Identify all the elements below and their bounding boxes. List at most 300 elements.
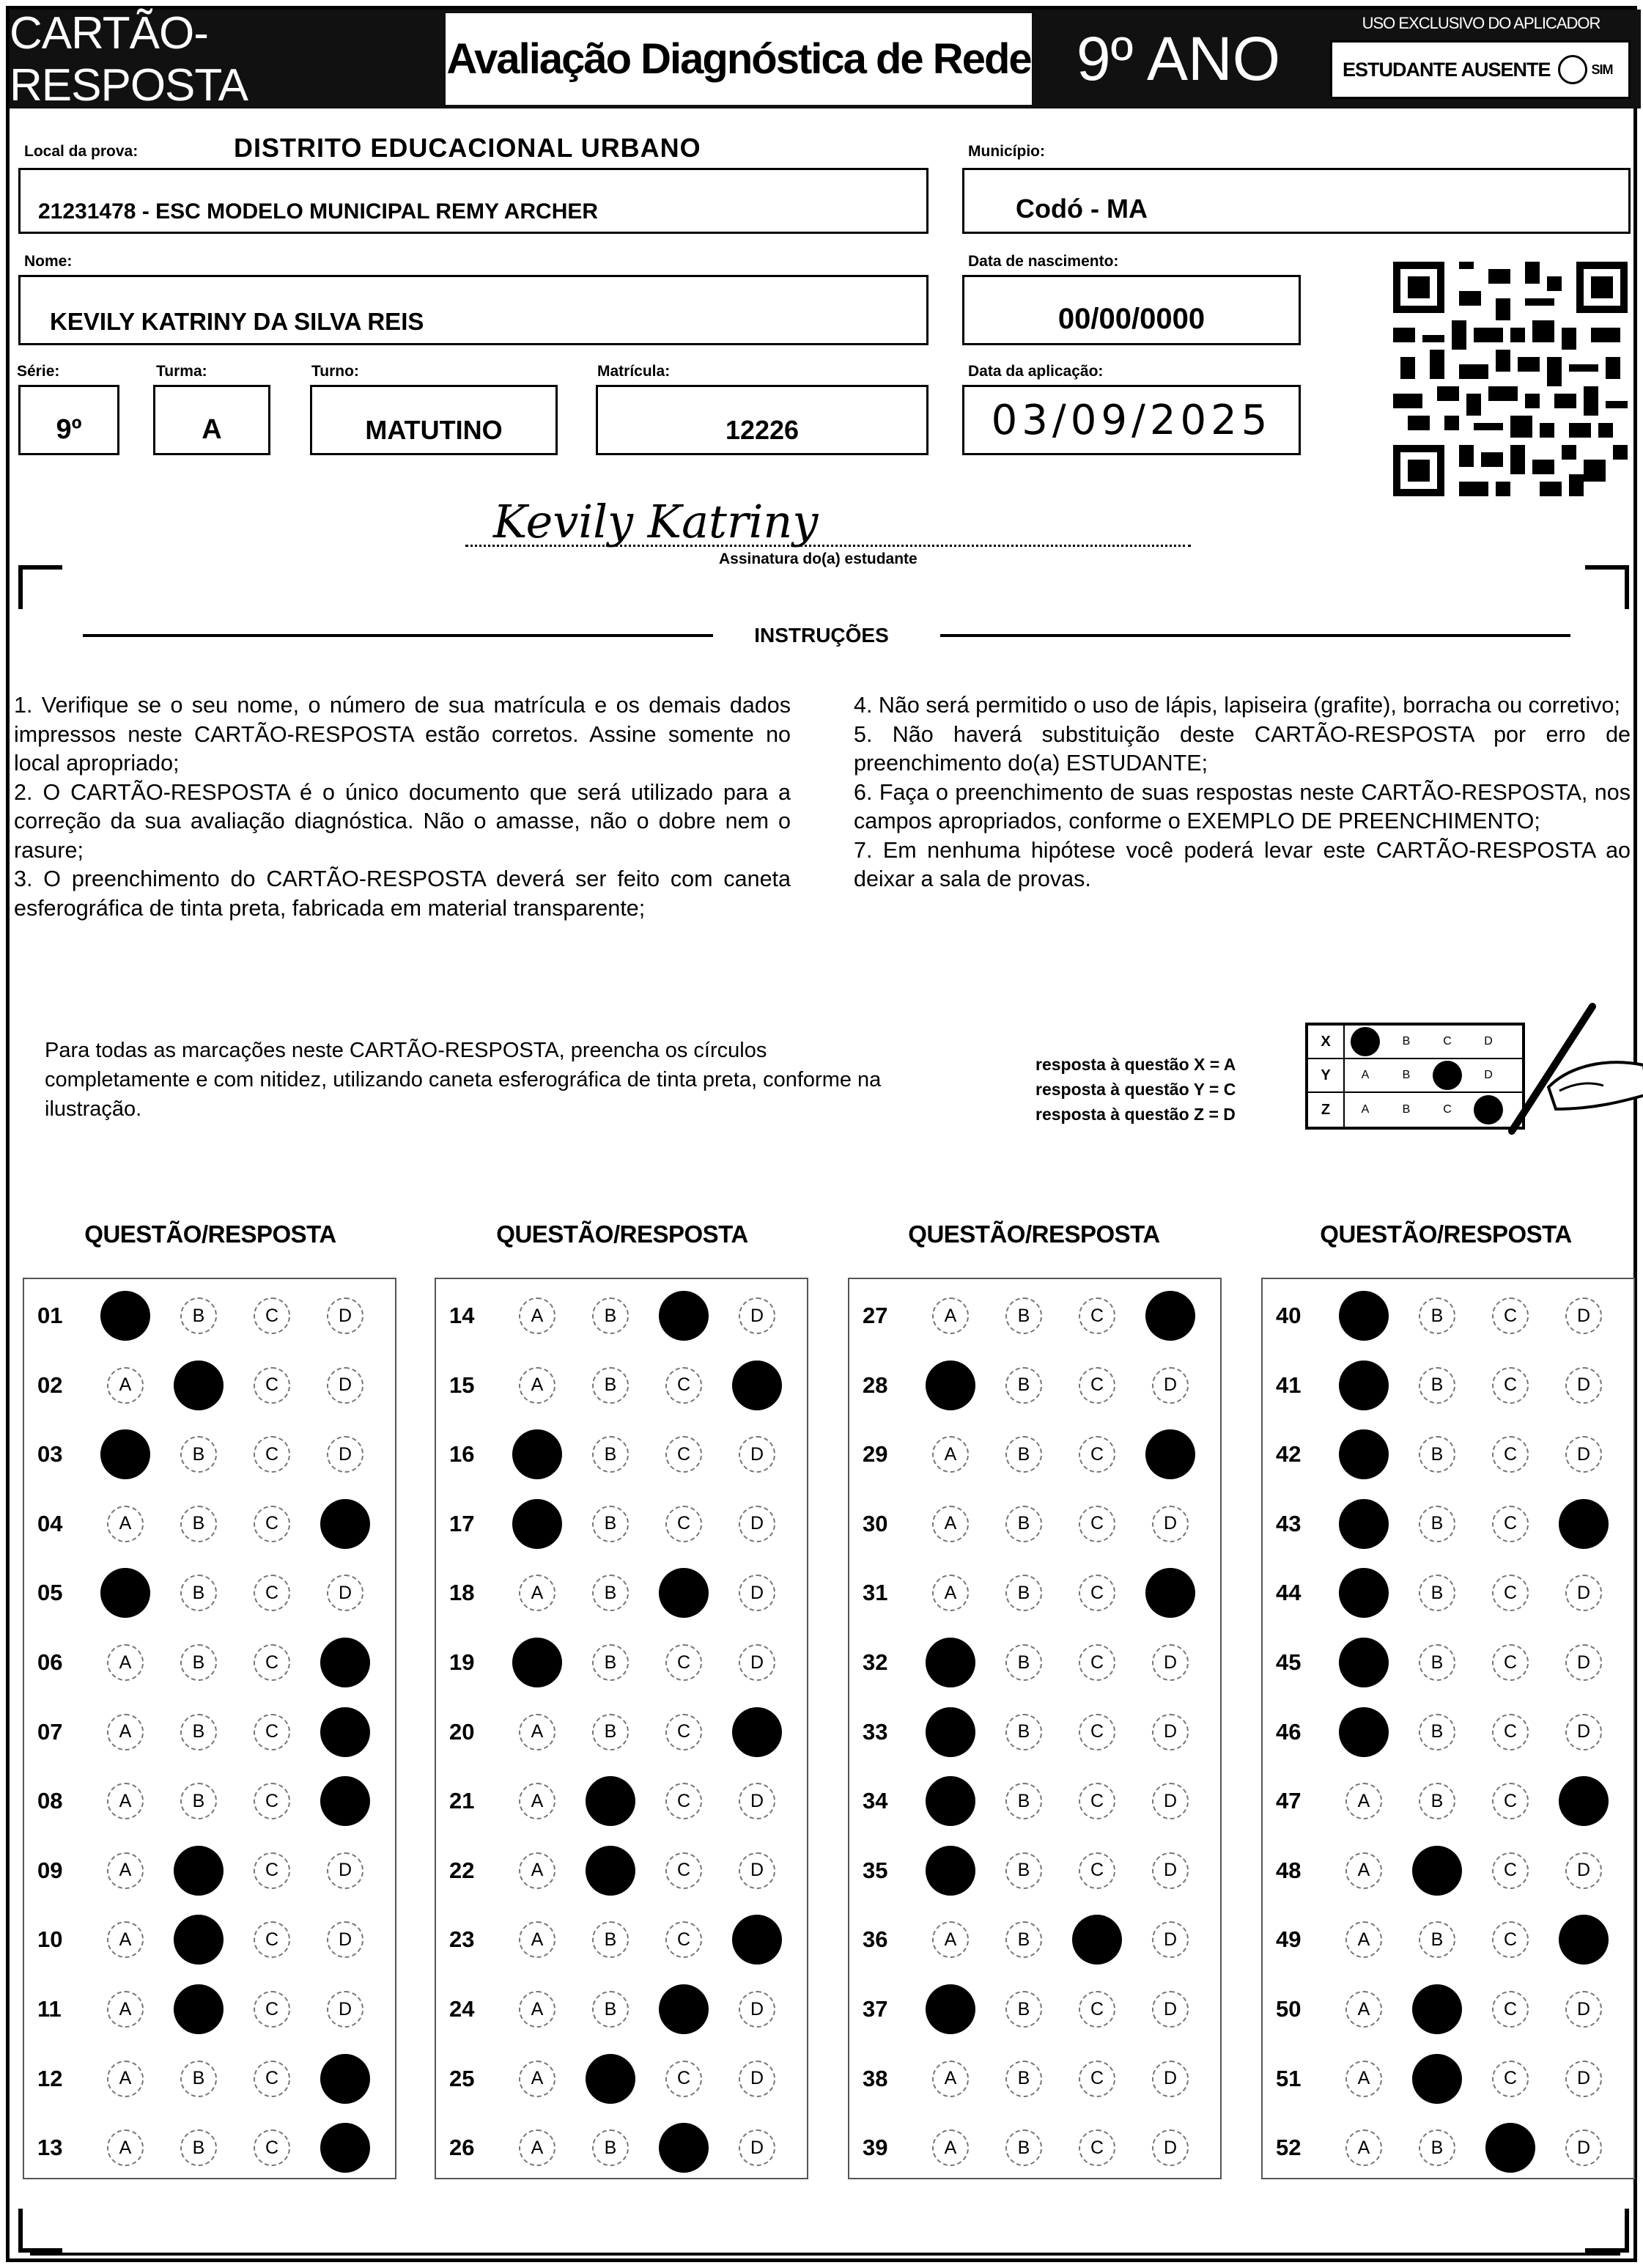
option-cell	[574, 1502, 647, 1546]
example-option: A	[1361, 1069, 1370, 1081]
bubble-d[interactable]: D	[1565, 1714, 1602, 1750]
option-cell	[89, 2057, 162, 2101]
filled-bubble-a[interactable]	[1339, 1429, 1389, 1479]
bubble-c[interactable]: C	[1492, 1783, 1529, 1819]
bubble-a[interactable]: A	[1345, 1783, 1382, 1819]
option-cell	[1327, 1432, 1400, 1476]
bubble-b[interactable]: B	[592, 2129, 629, 2166]
bubble-b[interactable]: B	[1005, 1852, 1042, 1889]
option-cell	[1134, 1710, 1207, 1754]
question-row	[436, 1849, 807, 1893]
bubble-c[interactable]: C	[254, 1852, 290, 1889]
bubble-b[interactable]: B	[1005, 1297, 1042, 1334]
filled-bubble-c[interactable]	[659, 2123, 709, 2173]
question-row	[1263, 1641, 1633, 1685]
bubble-c[interactable]: C	[1492, 1921, 1529, 1958]
filled-bubble-d[interactable]	[1559, 1499, 1609, 1549]
option-cell	[1060, 1779, 1134, 1823]
bubble-a[interactable]: A	[519, 1852, 555, 1889]
option-cell	[89, 1987, 162, 2031]
bubble-d[interactable]: D	[739, 1852, 775, 1889]
option-cell	[1327, 1571, 1400, 1615]
filled-bubble-d[interactable]	[1145, 1429, 1195, 1479]
bubble-d[interactable]: D	[1152, 2061, 1189, 2097]
bubble-d[interactable]: D	[739, 2129, 775, 2166]
option-cell	[1547, 2126, 1620, 2170]
bubble-d[interactable]: D	[327, 1991, 363, 2028]
example-filled-bubble	[1345, 1027, 1386, 1056]
bubble-c[interactable]: C	[1492, 1644, 1529, 1681]
option-cell	[987, 1363, 1060, 1407]
question-row	[24, 1432, 395, 1476]
bubble-b[interactable]: B	[1419, 1506, 1455, 1542]
matricula-value: 12226	[725, 415, 800, 445]
option-cell	[309, 1918, 382, 1962]
example-line: resposta à questão Y = C	[1035, 1080, 1236, 1099]
example-option: D	[1484, 1035, 1493, 1048]
bubble-d[interactable]: D	[1565, 1297, 1602, 1334]
option-cell	[1400, 1571, 1474, 1615]
bubble-a[interactable]: A	[932, 2061, 969, 2097]
bubble-c[interactable]: C	[665, 1783, 702, 1819]
bubble-d[interactable]: D	[327, 1852, 363, 1889]
bubble-a[interactable]: A	[1345, 2129, 1382, 2166]
option-cell	[1060, 2126, 1134, 2170]
option-cell	[987, 1641, 1060, 1685]
bubble-a[interactable]: A	[932, 2129, 969, 2166]
bubble-d[interactable]: D	[1152, 1991, 1189, 2028]
bubble-a[interactable]: A	[519, 2129, 555, 2166]
bubble-b[interactable]: B	[180, 1506, 217, 1542]
question-number: 12	[37, 2065, 63, 2091]
bubble-b[interactable]: B	[1419, 1436, 1455, 1473]
bubble-b[interactable]: B	[1005, 1783, 1042, 1819]
option-cell	[89, 1363, 162, 1407]
bubble-a[interactable]: A	[932, 1436, 969, 1473]
bubble-c[interactable]: C	[1079, 2061, 1115, 2097]
bubble-d[interactable]: D	[1152, 1921, 1189, 1958]
bubble-b[interactable]: B	[180, 1644, 217, 1681]
bubble-c[interactable]: C	[254, 2061, 290, 2097]
option-cell	[89, 1502, 162, 1546]
option-cell	[720, 1571, 794, 1615]
bubble-b[interactable]: B	[592, 1506, 629, 1542]
filled-bubble-b[interactable]	[1412, 1984, 1462, 2034]
bubble-a[interactable]: A	[932, 1506, 969, 1542]
bubble-c[interactable]: C	[1492, 1991, 1529, 2028]
filled-bubble-a[interactable]	[100, 1291, 150, 1341]
question-row	[1263, 1294, 1633, 1338]
filled-bubble-d[interactable]	[320, 1776, 370, 1826]
bubble-a[interactable]: A	[107, 1714, 144, 1750]
filled-bubble-a[interactable]	[1339, 1499, 1389, 1549]
question-number: 36	[863, 1926, 888, 1953]
bubble-d[interactable]: D	[1152, 1714, 1189, 1750]
answer-column	[1261, 1278, 1635, 2179]
question-number: 06	[37, 1649, 63, 1675]
bubble-c[interactable]: C	[254, 1367, 290, 1404]
bubble-d[interactable]: D	[1152, 2129, 1189, 2166]
bubble-a[interactable]: A	[932, 1297, 969, 1334]
filled-bubble-d[interactable]	[1145, 1568, 1195, 1618]
bubble-a[interactable]: A	[1345, 2061, 1382, 2097]
filled-bubble-a[interactable]	[512, 1429, 562, 1479]
option-cell	[1134, 2057, 1207, 2101]
bubble-b[interactable]: B	[1419, 1297, 1455, 1334]
bubble-d[interactable]: D	[1565, 2129, 1602, 2166]
bubble-a[interactable]: A	[107, 1852, 144, 1889]
bubble-d[interactable]: D	[739, 1991, 775, 2028]
option-cell	[1474, 1710, 1547, 1754]
option-cell	[235, 1918, 309, 1962]
bubble-b[interactable]: B	[180, 1436, 217, 1473]
bubble-b[interactable]: B	[592, 1991, 629, 2028]
bubble-c[interactable]: C	[1492, 1714, 1529, 1750]
example-filled-bubble	[1427, 1061, 1468, 1090]
bubble-d[interactable]: D	[327, 1921, 363, 1958]
aplicacao-field[interactable]	[962, 385, 1301, 455]
bubble-b[interactable]: B	[592, 1436, 629, 1473]
filled-bubble-a[interactable]	[1339, 1707, 1389, 1757]
bubble-a[interactable]: A	[519, 1297, 555, 1334]
bubble-c[interactable]: C	[254, 1921, 290, 1958]
bubble-c[interactable]: C	[665, 1921, 702, 1958]
bubble-a[interactable]: A	[107, 1783, 144, 1819]
bubble-b[interactable]: B	[592, 1644, 629, 1681]
question-number: 50	[1276, 1996, 1302, 2022]
bubble-a[interactable]: A	[932, 1921, 969, 1958]
option-cell	[235, 1571, 309, 1615]
filled-bubble-a[interactable]	[926, 1776, 975, 1826]
bubble-b[interactable]: B	[1419, 1921, 1455, 1958]
filled-bubble-a[interactable]	[1339, 1291, 1389, 1341]
bubble-a[interactable]: A	[519, 2061, 555, 2097]
bubble-c[interactable]: C	[665, 1436, 702, 1473]
filled-bubble-c[interactable]	[1485, 2123, 1535, 2173]
bubble-a[interactable]: A	[1345, 1991, 1382, 2028]
filled-bubble-d[interactable]	[1559, 1915, 1609, 1965]
bubble-d[interactable]: D	[1152, 1783, 1189, 1819]
bubble-c[interactable]: C	[1079, 1852, 1115, 1889]
filled-bubble-c[interactable]	[659, 1568, 709, 1618]
bubble-a[interactable]: A	[1345, 1921, 1382, 1958]
bubble-b[interactable]: B	[180, 1297, 217, 1334]
question-number: 39	[863, 2135, 888, 2161]
bubble-b[interactable]: B	[1419, 1714, 1455, 1750]
bubble-d[interactable]: D	[1152, 1852, 1189, 1889]
question-row	[436, 1502, 807, 1546]
bubble-b[interactable]: B	[1005, 1644, 1042, 1681]
filled-bubble-b[interactable]	[586, 2054, 635, 2104]
bubble-c[interactable]: C	[1079, 1297, 1115, 1334]
bubble-c[interactable]: C	[1079, 1644, 1115, 1681]
filled-bubble-d[interactable]	[732, 1707, 782, 1757]
option-cell	[1400, 1294, 1474, 1338]
bubble-b[interactable]: B	[1419, 2129, 1455, 2166]
bubble-d[interactable]: D	[739, 1436, 775, 1473]
filled-bubble-c[interactable]	[659, 1291, 709, 1341]
filled-bubble-b[interactable]	[174, 1846, 224, 1896]
example-grid	[1305, 1023, 1525, 1130]
filled-bubble-d[interactable]	[320, 2123, 370, 2173]
filled-bubble-d[interactable]	[1559, 1776, 1609, 1826]
column-title: QUESTÃO/RESPOSTA	[1320, 1220, 1572, 1248]
corner-mark-bottom-right	[1585, 2209, 1629, 2253]
bubble-b[interactable]: B	[1005, 1575, 1042, 1611]
option-cell	[1327, 1849, 1400, 1893]
signature-label: Assinatura do(a) estudante	[719, 551, 918, 567]
bubble-d[interactable]: D	[739, 1644, 775, 1681]
bubble-c[interactable]: C	[665, 1506, 702, 1542]
filled-bubble-a[interactable]	[926, 1707, 975, 1757]
filled-bubble-a[interactable]	[100, 1568, 150, 1618]
option-cell	[914, 1641, 987, 1685]
bubble-a[interactable]: A	[519, 1367, 555, 1404]
bubble-a[interactable]: A	[519, 1783, 555, 1819]
bubble-a[interactable]: A	[107, 2061, 144, 2097]
bubble-b[interactable]: B	[1005, 1714, 1042, 1750]
bubble-b[interactable]: B	[592, 1297, 629, 1334]
filled-bubble-a[interactable]	[926, 1638, 975, 1687]
bubble-c[interactable]: C	[1079, 1783, 1115, 1819]
bubble-d[interactable]: D	[1565, 1436, 1602, 1473]
filled-bubble-d[interactable]	[1145, 1291, 1195, 1341]
filled-bubble-d[interactable]	[320, 1638, 370, 1687]
filled-bubble-b[interactable]	[174, 1984, 224, 2034]
question-number: 38	[863, 2065, 888, 2091]
question-row	[849, 1779, 1220, 1823]
bubble-d[interactable]: D	[739, 1506, 775, 1542]
filled-bubble-b[interactable]	[174, 1915, 224, 1965]
question-number: 15	[449, 1372, 475, 1398]
bubble-c[interactable]: C	[665, 1367, 702, 1404]
bubble-c[interactable]: C	[254, 1644, 290, 1681]
bubble-c[interactable]: C	[1492, 1367, 1529, 1404]
bubble-b[interactable]: B	[592, 1575, 629, 1611]
option-cell	[914, 1502, 987, 1546]
filled-dot-icon	[1351, 1027, 1380, 1056]
bubble-d[interactable]: D	[327, 1436, 363, 1473]
student-signature: Kevily Katriny	[493, 495, 819, 548]
bubble-d[interactable]: D	[1565, 1991, 1602, 2028]
bubble-c[interactable]: C	[665, 1644, 702, 1681]
bubble-d[interactable]: D	[1565, 2061, 1602, 2097]
filled-bubble-b[interactable]	[1412, 1846, 1462, 1896]
option-cell	[914, 1363, 987, 1407]
bubble-c[interactable]: C	[1079, 2129, 1115, 2166]
bubble-b[interactable]: B	[180, 1783, 217, 1819]
bubble-b[interactable]: B	[1005, 2061, 1042, 2097]
bubble-c[interactable]: C	[1079, 1436, 1115, 1473]
bubble-c[interactable]: C	[665, 1852, 702, 1889]
option-cell	[1474, 1641, 1547, 1685]
nascimento-value: 00/00/0000	[1057, 303, 1206, 335]
option-cell	[1400, 2057, 1474, 2101]
absent-checkbox[interactable]	[1558, 55, 1587, 84]
bubble-a[interactable]: A	[107, 1644, 144, 1681]
filled-bubble-d[interactable]	[732, 1915, 782, 1965]
instruction-item: 6. Faça o preenchimento de suas respostas neste CARTÃO-RESPOSTA, nos campos apropriados, conforme o EXEMPLO DE PREENCHIMENTO;	[854, 779, 1631, 833]
option-cell	[914, 1779, 987, 1823]
filled-bubble-a[interactable]	[926, 1361, 975, 1410]
bubble-b[interactable]: B	[1419, 1367, 1455, 1404]
bubble-c[interactable]: C	[254, 1783, 290, 1819]
bubble-b[interactable]: B	[1419, 1575, 1455, 1611]
bubble-b[interactable]: B	[1005, 1367, 1042, 1404]
option-cell	[914, 1918, 987, 1962]
bubble-b[interactable]: B	[1005, 1506, 1042, 1542]
option-cell	[89, 1918, 162, 1962]
bubble-b[interactable]: B	[180, 2061, 217, 2097]
bubble-c[interactable]: C	[254, 2129, 290, 2166]
filled-bubble-c[interactable]	[659, 1984, 709, 2034]
bubble-a[interactable]: A	[932, 1575, 969, 1611]
bubble-d[interactable]: D	[1152, 1367, 1189, 1404]
option-cell	[1547, 1641, 1620, 1685]
filled-bubble-a[interactable]	[512, 1638, 562, 1687]
bubble-d[interactable]: D	[739, 2061, 775, 2097]
bubble-c[interactable]: C	[1492, 1575, 1529, 1611]
question-row	[1263, 1849, 1633, 1893]
bubble-c[interactable]: C	[1492, 1852, 1529, 1889]
bubble-d[interactable]: D	[1565, 1367, 1602, 1404]
filled-bubble-a[interactable]	[926, 1984, 975, 2034]
bubble-c[interactable]: C	[1492, 1506, 1529, 1542]
option-cell	[1474, 1294, 1547, 1338]
bubble-c[interactable]: C	[665, 1714, 702, 1750]
bubble-c[interactable]: C	[254, 1714, 290, 1750]
bubble-b[interactable]: B	[592, 1714, 629, 1750]
turno-value: MATUTINO	[365, 415, 503, 445]
question-row	[436, 1294, 807, 1338]
bubble-a[interactable]: A	[519, 1991, 555, 2028]
filled-bubble-a[interactable]	[1339, 1568, 1389, 1618]
bubble-d[interactable]: D	[327, 1297, 363, 1334]
bubble-d[interactable]: D	[1565, 1852, 1602, 1889]
bubble-d[interactable]: D	[739, 1783, 775, 1819]
option-cell	[720, 1849, 794, 1893]
option-cell	[89, 1432, 162, 1476]
bubble-c[interactable]: C	[254, 1436, 290, 1473]
bubble-d[interactable]: D	[1565, 1644, 1602, 1681]
column-title: QUESTÃO/RESPOSTA	[496, 1220, 748, 1248]
bubble-a[interactable]: A	[519, 1575, 555, 1611]
bubble-b[interactable]: B	[1419, 1783, 1455, 1819]
bubble-b[interactable]: B	[1005, 1991, 1042, 2028]
bubble-b[interactable]: B	[1005, 2129, 1042, 2166]
filled-bubble-a[interactable]	[1339, 1638, 1389, 1687]
bubble-c[interactable]: C	[1492, 1297, 1529, 1334]
bubble-c[interactable]: C	[254, 1297, 290, 1334]
filled-bubble-c[interactable]	[1072, 1915, 1122, 1965]
bubble-c[interactable]: C	[1079, 1367, 1115, 1404]
filled-bubble-d[interactable]	[320, 1707, 370, 1757]
matricula-field	[596, 385, 928, 455]
bubble-d[interactable]: D	[739, 1575, 775, 1611]
bubble-c[interactable]: C	[1079, 1991, 1115, 2028]
bubble-b[interactable]: B	[1005, 1436, 1042, 1473]
question-row	[849, 1571, 1220, 1615]
filled-dot-icon	[1433, 1061, 1462, 1090]
filled-bubble-b[interactable]	[174, 1361, 224, 1410]
question-number: 18	[449, 1580, 475, 1606]
bubble-a[interactable]: A	[107, 1921, 144, 1958]
bubble-a[interactable]: A	[1345, 1852, 1382, 1889]
bubble-b[interactable]: B	[180, 1575, 217, 1611]
option-cell	[914, 1432, 987, 1476]
bubble-d[interactable]: D	[1152, 1644, 1189, 1681]
filled-bubble-b[interactable]	[586, 1776, 635, 1826]
bubble-c[interactable]: C	[665, 2061, 702, 2097]
bubble-d[interactable]: D	[327, 1367, 363, 1404]
bubble-a[interactable]: A	[107, 1367, 144, 1404]
bubble-c[interactable]: C	[254, 1991, 290, 2028]
bubble-c[interactable]: C	[254, 1506, 290, 1542]
bubble-a[interactable]: A	[107, 1506, 144, 1542]
filled-bubble-a[interactable]	[512, 1499, 562, 1549]
bubble-a[interactable]: A	[107, 1991, 144, 2028]
filled-bubble-a[interactable]	[1339, 1361, 1389, 1410]
question-row	[849, 1294, 1220, 1338]
bubble-b[interactable]: B	[1005, 1921, 1042, 1958]
filled-bubble-a[interactable]	[100, 1429, 150, 1479]
filled-bubble-b[interactable]	[1412, 2054, 1462, 2104]
filled-bubble-d[interactable]	[320, 1499, 370, 1549]
question-row	[24, 1779, 395, 1823]
bubble-d[interactable]: D	[1565, 1575, 1602, 1611]
filled-bubble-a[interactable]	[926, 1846, 975, 1896]
bubble-b[interactable]: B	[1419, 1644, 1455, 1681]
bubble-b[interactable]: B	[180, 2129, 217, 2166]
bubble-a[interactable]: A	[519, 1921, 555, 1958]
option-cell	[162, 1432, 235, 1476]
option-cell	[1547, 1987, 1620, 2031]
bubble-b[interactable]: B	[592, 1921, 629, 1958]
bubble-b[interactable]: B	[180, 1714, 217, 1750]
filled-bubble-d[interactable]	[320, 2054, 370, 2104]
question-number: 26	[449, 2135, 475, 2161]
example-legend	[1035, 1052, 1236, 1127]
bubble-a[interactable]: A	[107, 2129, 144, 2166]
option-cell	[162, 1918, 235, 1962]
option-cell	[914, 1710, 987, 1754]
bubble-b[interactable]: B	[592, 1367, 629, 1404]
bubble-c[interactable]: C	[254, 1575, 290, 1611]
serie-field	[18, 385, 119, 455]
option-cell	[647, 1294, 720, 1338]
bubble-a[interactable]: A	[519, 1714, 555, 1750]
option-cell	[1547, 1849, 1620, 1893]
option-cell	[89, 1710, 162, 1754]
filled-bubble-d[interactable]	[732, 1361, 782, 1410]
bubble-c[interactable]: C	[1079, 1714, 1115, 1750]
bubble-d[interactable]: D	[1152, 1506, 1189, 1542]
bubble-d[interactable]: D	[739, 1297, 775, 1334]
option-cell	[1547, 1710, 1620, 1754]
bubble-c[interactable]: C	[1492, 1436, 1529, 1473]
bubble-d[interactable]: D	[327, 1575, 363, 1611]
option-cell	[235, 2126, 309, 2170]
bubble-c[interactable]: C	[1492, 2061, 1529, 2097]
bubble-c[interactable]: C	[1079, 1506, 1115, 1542]
option-cell	[309, 2126, 382, 2170]
option-cell	[987, 1918, 1060, 1962]
question-number: 42	[1276, 1441, 1302, 1468]
filled-bubble-b[interactable]	[586, 1846, 635, 1896]
turno-label: Turno:	[311, 363, 359, 380]
bubble-c[interactable]: C	[1079, 1575, 1115, 1611]
option-cell	[162, 1779, 235, 1823]
